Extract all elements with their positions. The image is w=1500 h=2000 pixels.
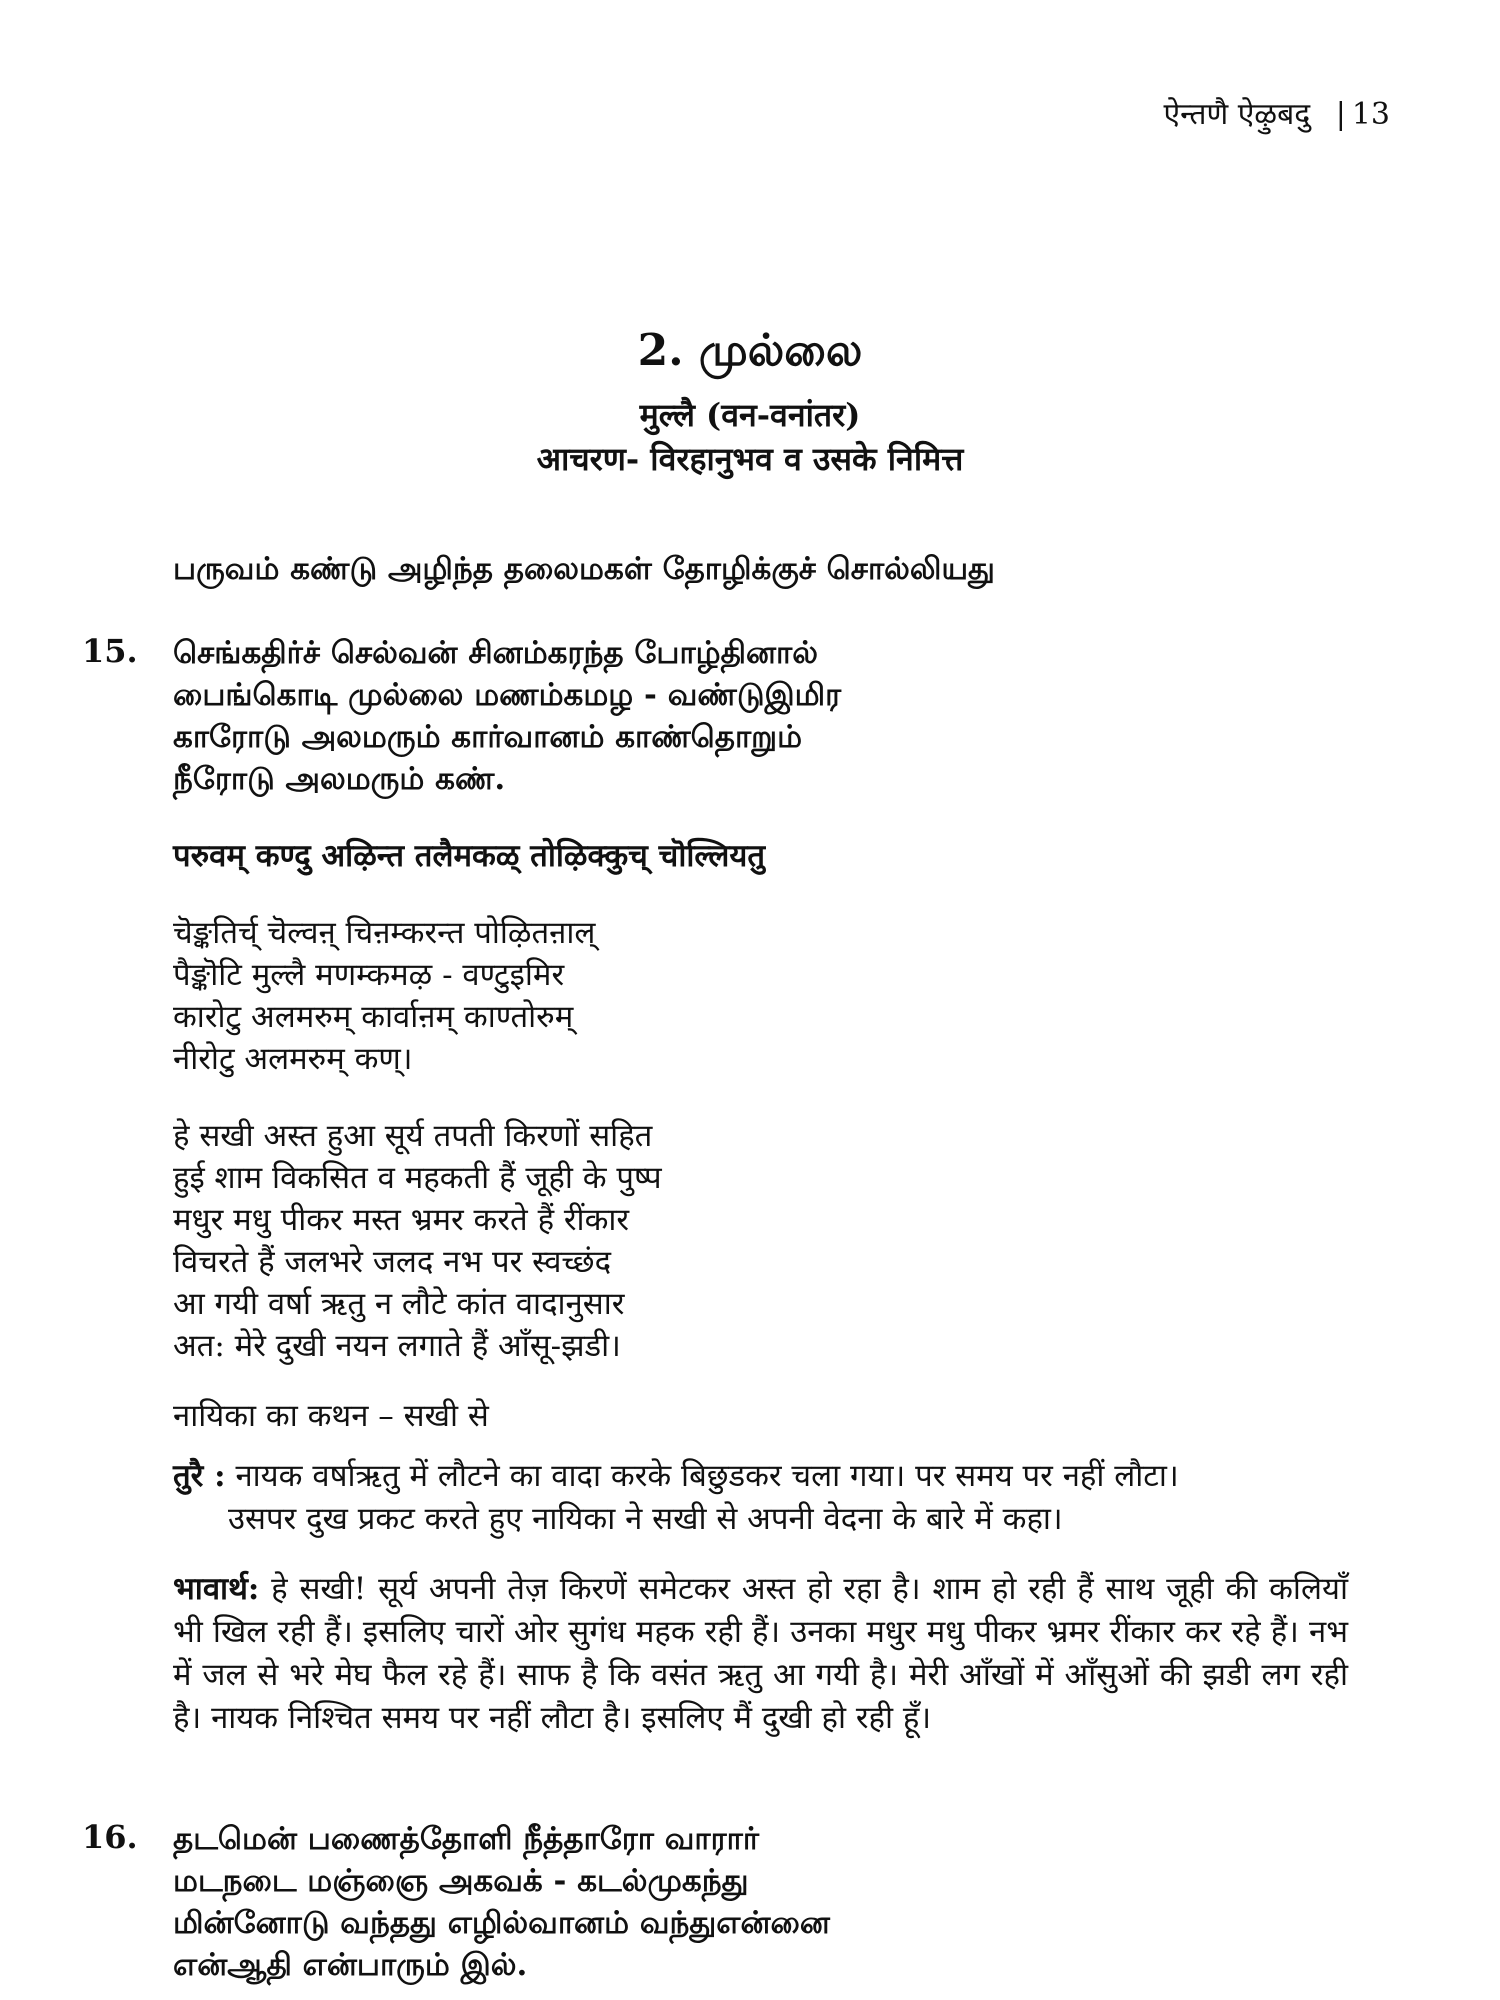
verse-line: தடமென் பணைத்தோளி நீத்தாரோ வாரார் [173, 1821, 760, 1857]
bhavarth-label: भावार्थ: [173, 1571, 260, 1607]
bhavarth-text: हे सखी! सूर्य अपनी तेज़ किरणें समेटकर अस्त हो रहा है। शाम हो रही हैं साथ जूही की कलियाँ भी खिल रही हैं। इसलिए चारों ओर सुगंध महक रही हैं। उनका मधुर मधु पीकर भ्रमर रींकार कर रहे हैं। नभ में जल से भरे मेघ फैल रहे हैं। साफ है कि वसंत ऋतु आ गयी है। मेरी आँखों में आँसुओं की झडी लग रही है। नायक निश्चित समय पर नहीं लौटा है। इसलिए मैं दुखी हो रही हूँ। [173, 1571, 1348, 1736]
tamil-verse-15 [173, 632, 841, 800]
tamil-heading: பருவம் கண்டு அழிந்த தலைமகள் தோழிக்குச் சொல்லியது [173, 551, 995, 587]
transliterated-verse [173, 912, 595, 1080]
verse-line: मधुर मधु पीकर मस्त भ्रमर करते हैं रींकार [173, 1202, 630, 1238]
header-separator: | [1335, 97, 1346, 132]
turai-paragraph [173, 1455, 1348, 1541]
running-title: ऐन्तणै ऐऴुबदु [1163, 97, 1311, 132]
verse-line: नीरोटु अलमरुम् कण्। [173, 1041, 413, 1077]
transliterated-heading: परुवम् कण्दु अऴिन्त तलैमकळ् तोऴिक्कुच् चॊल्लियतु [173, 838, 766, 874]
verse-number: 16. [82, 1818, 138, 1856]
turai-text-continued: उसपर दुख प्रकट करते हुए नायिका ने सखी से अपनी वेदना के बारे में कहा। [228, 1501, 1063, 1537]
tamil-verse-16 [173, 1818, 830, 1986]
verse-line: हुई शाम विकसित व महकती हैं जूही के पुष्प [173, 1160, 662, 1196]
verse-line: செங்கதிர்ச் செல்வன் சினம்கரந்த போழ்தினால் [173, 635, 818, 671]
verse-line: हे सखी अस्त हुआ सूर्य तपती किरणों सहित [173, 1118, 653, 1154]
chapter-theme: आचरण- विरहानुभव व उसके निमित्त [536, 440, 964, 478]
verse-line: आ गयी वर्षा ऋतु न लौटे कांत वादानुसार [173, 1286, 625, 1322]
page-number: 13 [1351, 97, 1390, 132]
verse-line: மடநடை மஞ்ஞை அகவக் - கடல்முகந்து [173, 1863, 749, 1899]
verse-line: காரோடு அலமரும் கார்வானம் காண்தொறும் [173, 719, 803, 755]
chapter-subtitle: मुल्लै (वन-वनांतर) [639, 396, 861, 434]
verse-number: 15. [82, 632, 138, 670]
verse-line: अत: मेरे दुखी नयन लगाते हैं आँसू-झडी। [173, 1328, 621, 1364]
bhavarth-paragraph [173, 1568, 1348, 1740]
speaker-note: नायिका का कथन – सखी से [173, 1398, 489, 1434]
turai-text: नायक वर्षाऋतु में लौटने का वादा करके बिछुडकर चला गया। पर समय पर नहीं लौटा। [235, 1458, 1179, 1494]
verse-line: மின்னோடு வந்தது எழில்வானம் வந்துஎன்னை [173, 1905, 830, 1941]
chapter-title: 2. முல்லை [637, 325, 863, 376]
verse-line: पैङ्कॊटि मुल्लै मणम्कमऴ - वण्टुइमिर [173, 957, 565, 993]
verse-line: चॆङ्कतिर्च् चॆल्वऩ् चिऩम्करन्त पोऴितऩाल् [173, 915, 596, 951]
verse-line: நீரோடு அலமரும் கண். [173, 761, 506, 797]
hindi-verse [173, 1115, 662, 1367]
verse-line: பைங்கொடி முல்லை மணம்கமழ - வண்டுஇமிர [173, 677, 842, 713]
running-header [1164, 92, 1390, 133]
verse-line: विचरते हैं जलभरे जलद नभ पर स्वच्छंद [173, 1244, 612, 1280]
verse-line: என்ஆதி என்பாரும் இல். [173, 1947, 528, 1983]
verse-line: कारोटु अलमरुम् कार्वाऩम् काण्तोरुम् [173, 999, 574, 1035]
turai-label: तुरै : [173, 1458, 226, 1494]
